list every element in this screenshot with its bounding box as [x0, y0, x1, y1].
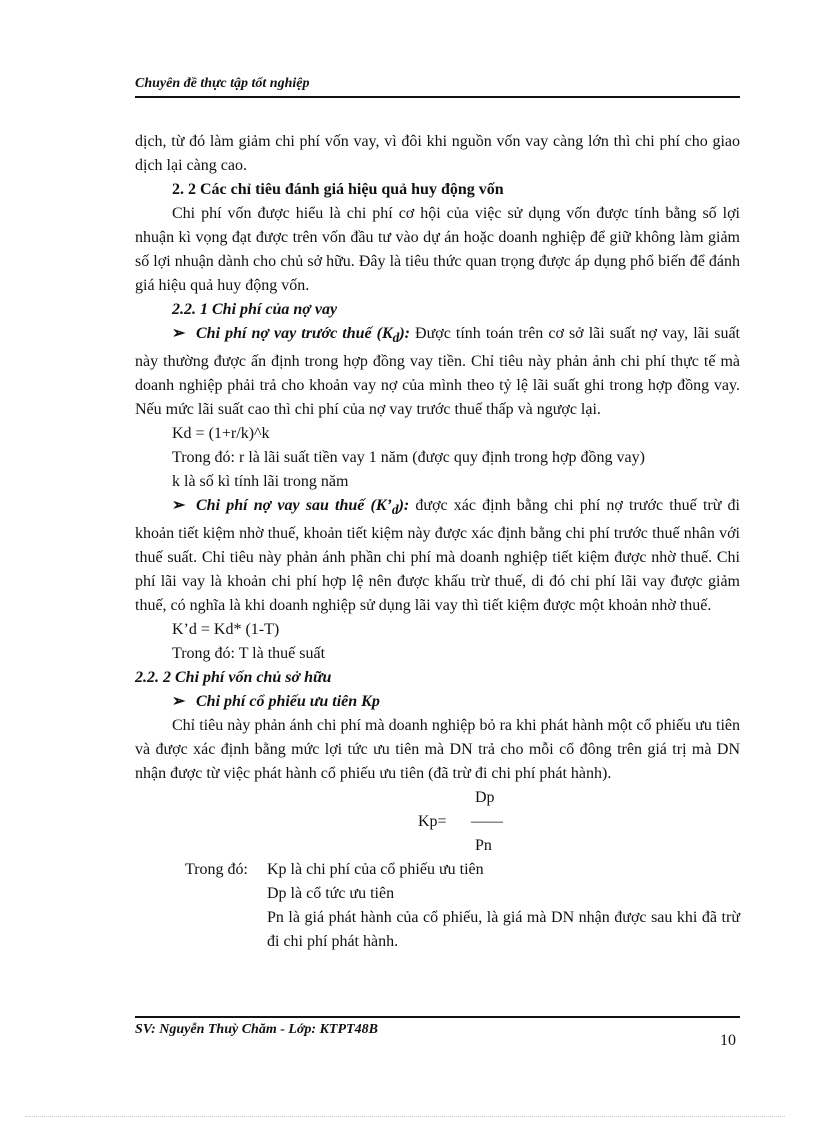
footer-rule	[135, 1016, 740, 1018]
formula-fraction-bar: ——	[471, 813, 503, 831]
header-rule	[135, 96, 740, 98]
formula-k-d: K’d = Kd* (1-T)	[172, 621, 280, 639]
bullet-text: được xác định bằng chi phí nợ trước thuế trừ đi khoản tiết kiệm nhờ thuế, khoản tiết kiệm này được xác định bằng chi phí trước thuế nhân với thuế suất. Chỉ tiêu này phản ánh phần chi phí mà doanh nghiệp tiết kiệm được nhờ thuế. Chi phí lãi vay là khoản chi phí hợp lệ nên được khấu trừ thuế, di đó chi phí lãi vay được giảm thuế, có nghĩa là khi doanh nghiệp sử dụng lãi vay thì tiết kiệm được một khoản nhờ thuế.	[135, 497, 741, 615]
section-heading-2-2: 2. 2 Các chỉ tiêu đánh giá hiệu quả huy động vốn	[172, 181, 504, 198]
formula-note: Trong đó: r là lãi suất tiền vay 1 năm (được quy định trong hợp đồng vay)	[172, 449, 645, 467]
page-body	[135, 130, 740, 954]
formula-numerator: Dp	[475, 789, 495, 807]
bullet-title: Chi phí nợ vay trước thuế $(K_d)$:	[196, 325, 410, 346]
definition-item: Pn là giá phát hành của cổ phiếu, là giá mà DN nhận được sau khi đã trừ đi chi phí phát hành.	[267, 909, 740, 951]
bullet-pre-tax-debt	[135, 322, 740, 422]
definition-list	[135, 858, 740, 882]
paragraph-intro: dịch, từ đó làm giảm chi phí vốn vay, vì đôi khi nguồn vốn vay càng lớn thì chi phí cho giao dịch lại càng cao.	[135, 133, 740, 174]
page-edge-divider	[25, 1116, 785, 1117]
definition-label: Trong đó:	[185, 861, 248, 879]
bullet-title: Chi phí nợ vay sau thuế $(K’_d)$:	[196, 497, 410, 518]
arrow-bullet-icon: ➢	[172, 497, 186, 515]
page-number: 10	[720, 1032, 736, 1049]
paragraph-preferred-stock: Chỉ tiêu này phản ánh chi phí mà doanh nghiệp bỏ ra khi phát hành một cổ phiếu ưu tiên và được xác định bằng mức lợi tức ưu tiên mà DN trả cho mỗi cổ đông trên giá trị mà DN nhận được từ việc phát hành cổ phiếu ưu tiên (đã trừ đi chi phí phát hành).	[135, 717, 740, 783]
subsection-heading-2-2-1: 2.2. 1 Chi phí của nợ vay	[172, 301, 338, 318]
bullet-text: Được tính toán trên cơ sở lãi suất nợ vay, lãi suất này thường được ấn định trong hợp đồng vay tiền. Chỉ tiêu này phản ảnh chi phí thực tế mà doanh nghiệp phải trả cho khoản vay nợ của mình theo tỷ lệ lãi suất ghi trong hợp đồng vay. Nếu mức lãi suất cao thì chi phí của nợ vay trước thuế thấp và ngược lại.	[135, 325, 741, 419]
footer-student-info: SV: Nguyễn Thuỳ Chăm - Lớp: KTPT48B	[135, 1022, 378, 1037]
formula-kd: Kd = (1+r/k)^k	[172, 425, 270, 443]
formula-note: k là số kì tính lãi trong năm	[172, 473, 349, 491]
formula-label: Kp=	[418, 813, 447, 831]
subsection-heading-2-2-2: 2.2. 2 Chi phí vốn chủ sở hữu	[135, 669, 332, 687]
bullet-title: Chi phí cổ phiếu ưu tiên Kp	[196, 693, 380, 711]
header-title: Chuyên đề thực tập tốt nghiệp	[135, 76, 310, 91]
formula-note: Trong đó: T là thuế suất	[172, 645, 326, 663]
paragraph-cost-of-capital: Chi phí vốn được hiểu là chi phí cơ hội của việc sử dụng vốn được tính bằng số lợi nhuận kì vọng đạt được trên vốn đầu tư vào dự án hoặc doanh nghiệp để giữ không làm giảm số lợi nhuận dành cho chủ sở hữu. Đây là tiêu thức quan trọng được áp dụng phổ biến để đánh giá hiệu quả huy động vốn.	[135, 205, 740, 294]
formula-denominator: Pn	[475, 837, 492, 855]
arrow-bullet-icon: ➢	[172, 693, 186, 711]
arrow-bullet-icon: ➢	[172, 325, 186, 342]
bullet-preferred-stock	[135, 690, 740, 714]
definition-item: Kp là chi phí của cổ phiếu ưu tiên	[267, 861, 484, 879]
definition-item: Dp là cổ tức ưu tiên	[267, 885, 395, 903]
formula-kp	[135, 786, 740, 858]
bullet-after-tax-debt	[135, 494, 740, 618]
